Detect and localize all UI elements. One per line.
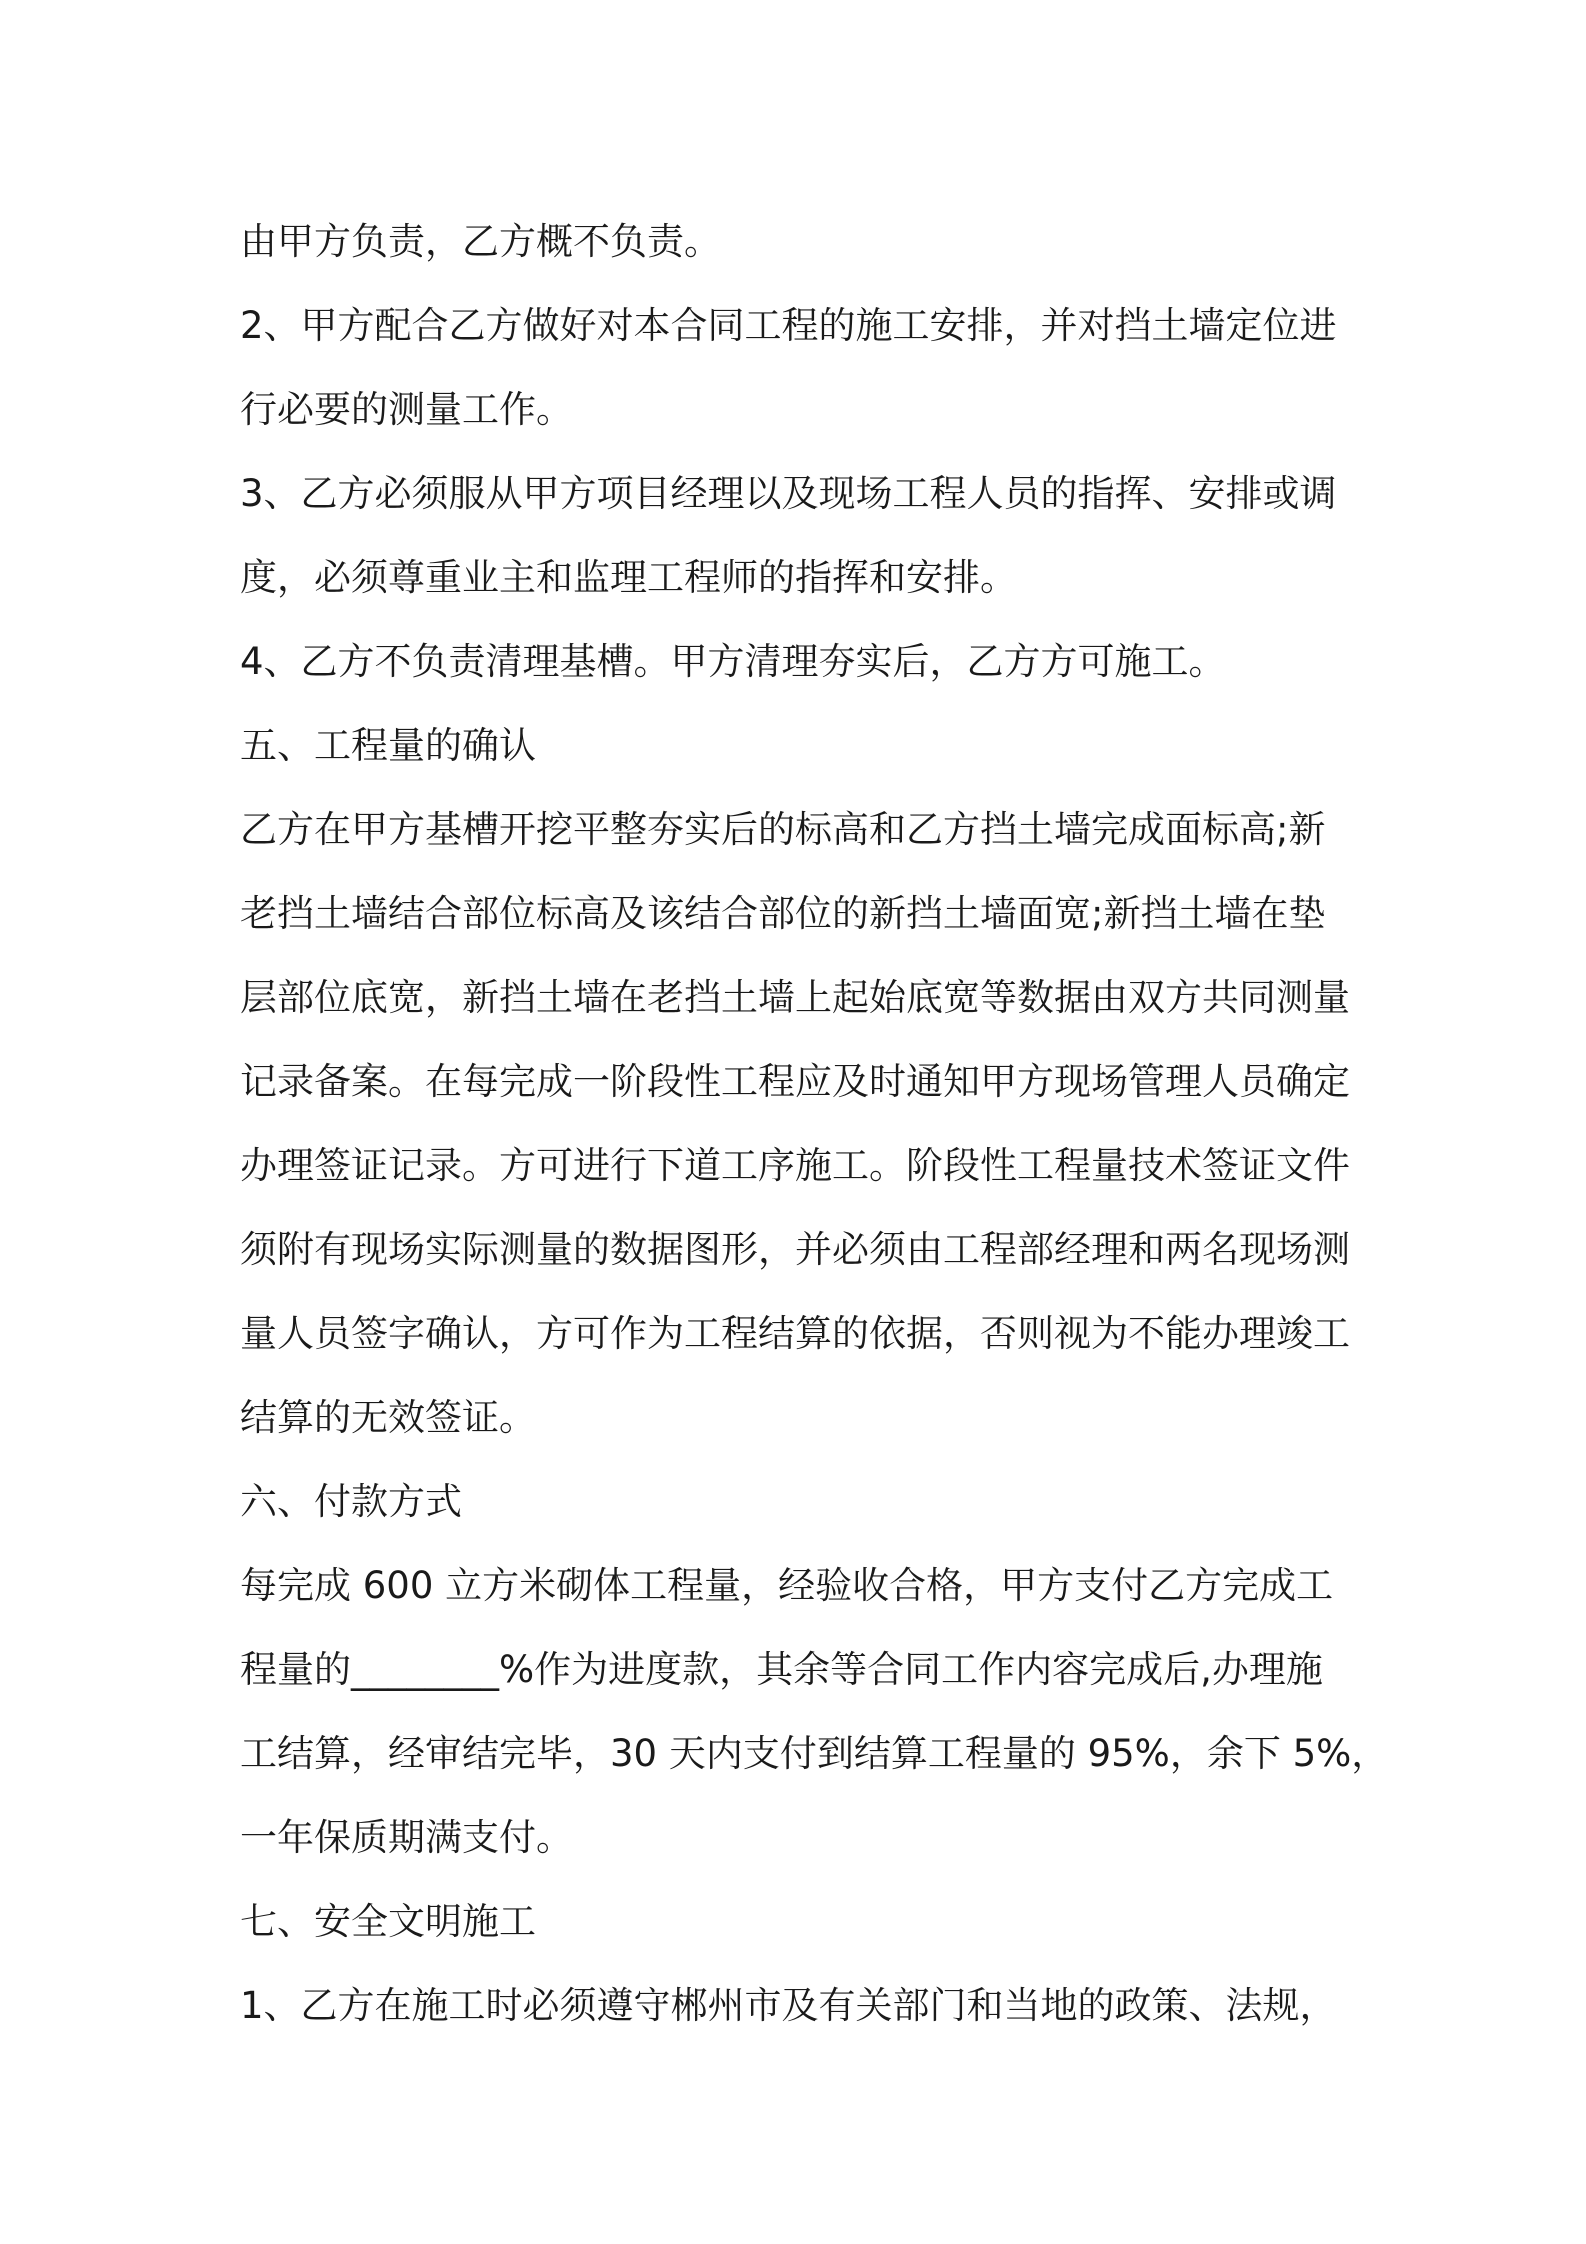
- text-line: 工结算，经审结完毕，30 天内支付到结算工程量的 95%，余下 5%，: [240, 1732, 1389, 1775]
- text-line: 量人员签字确认，方可作为工程结算的依据，否则视为不能办理竣工: [240, 1312, 1350, 1355]
- text-line: 每完成 600 立方米砌体工程量，经验收合格，甲方支付乙方完成工: [240, 1564, 1334, 1607]
- text-line: 程量的________%作为进度款，其余等合同工作内容完成后,办理施: [240, 1648, 1323, 1691]
- section-heading: 七、安全文明施工: [240, 1900, 536, 1943]
- text-line: 乙方在甲方基槽开挖平整夯实后的标高和乙方挡土墙完成面标高;新: [240, 808, 1326, 851]
- text-line: 4、乙方不负责清理基槽。甲方清理夯实后，乙方方可施工。: [240, 640, 1226, 683]
- text-line: 2、甲方配合乙方做好对本合同工程的施工安排，并对挡土墙定位进: [240, 304, 1337, 347]
- text-line: 由甲方负责，乙方概不负责。: [240, 220, 721, 263]
- text-line: 度，必须尊重业主和监理工程师的指挥和安排。: [240, 556, 1017, 599]
- document-body: [240, 200, 1389, 2048]
- text-line: 记录备案。在每完成一阶段性工程应及时通知甲方现场管理人员确定: [240, 1060, 1350, 1103]
- section-heading: 六、付款方式: [240, 1480, 462, 1523]
- text-line: 3、乙方必须服从甲方项目经理以及现场工程人员的指挥、安排或调: [240, 472, 1337, 515]
- text-line: 老挡土墙结合部位标高及该结合部位的新挡土墙面宽;新挡土墙在垫: [240, 892, 1326, 935]
- text-line: 行必要的测量工作。: [240, 388, 573, 431]
- text-line: 一年保质期满支付。: [240, 1816, 573, 1859]
- text-line: 办理签证记录。方可进行下道工序施工。阶段性工程量技术签证文件: [240, 1144, 1350, 1187]
- section-heading: 五、工程量的确认: [240, 724, 536, 767]
- text-line: 1、乙方在施工时必须遵守郴州市及有关部门和当地的政策、法规，: [240, 1984, 1337, 2027]
- text-line: 层部位底宽，新挡土墙在老挡土墙上起始底宽等数据由双方共同测量: [240, 976, 1350, 1019]
- text-line: 结算的无效签证。: [240, 1396, 536, 1439]
- text-line: 须附有现场实际测量的数据图形，并必须由工程部经理和两名现场测: [240, 1228, 1350, 1271]
